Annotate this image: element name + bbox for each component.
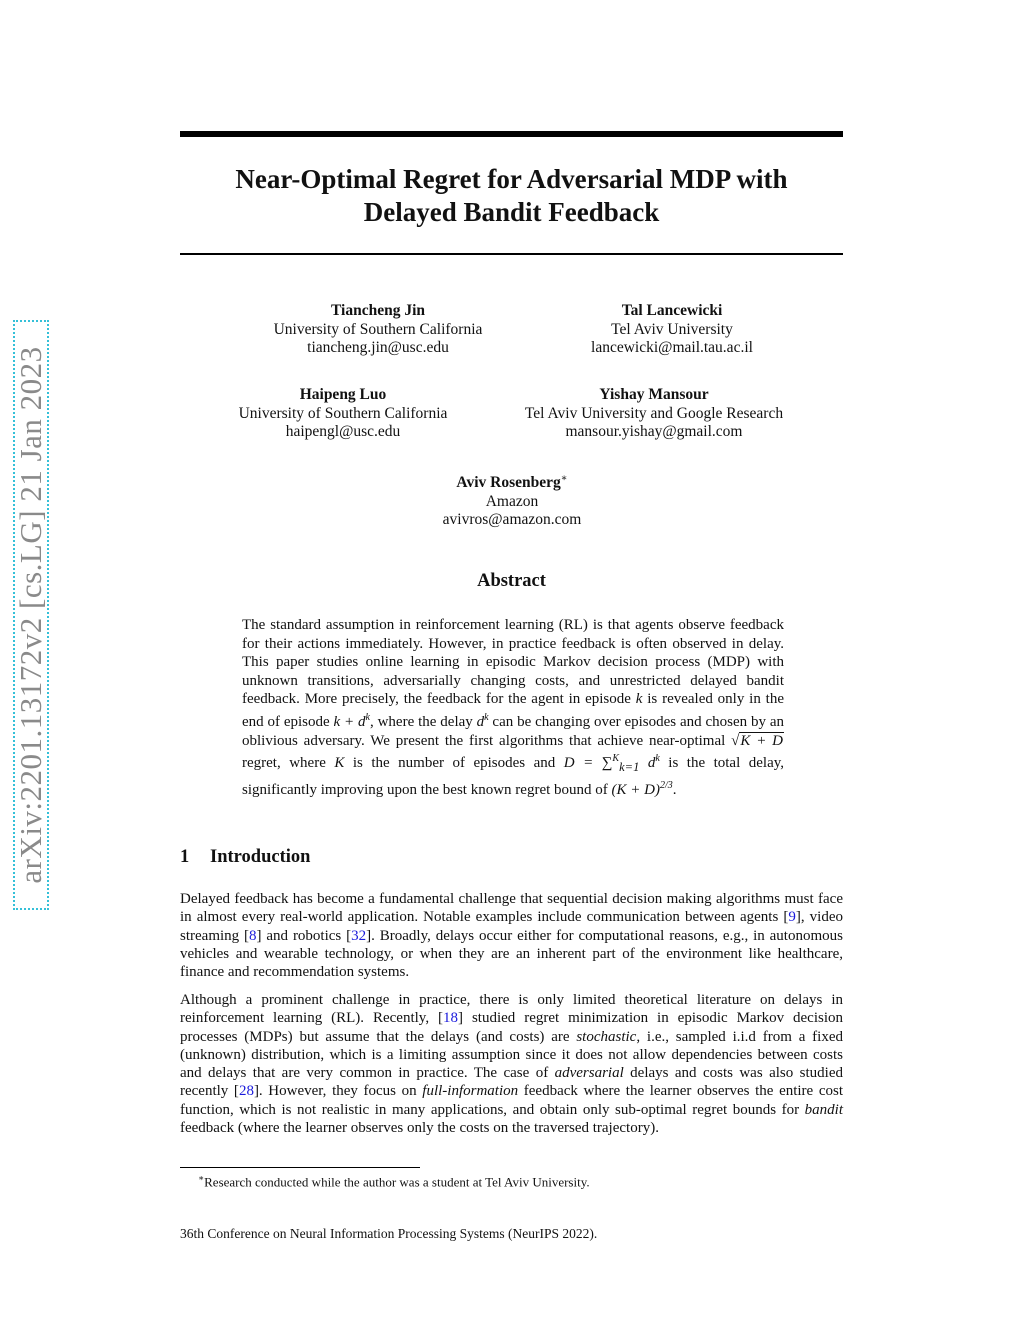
author-email: haipengl@usc.edu <box>285 423 401 440</box>
sqrt-expression: K + D <box>740 732 783 749</box>
conference-venue: 36th Conference on Neural Information Processing Systems (NeurIPS 2022). <box>180 1226 598 1241</box>
author-block <box>494 386 814 442</box>
citation-link[interactable]: 9 <box>788 909 796 926</box>
citation-link[interactable]: 28 <box>238 1083 254 1100</box>
title-top-rule <box>180 131 843 137</box>
citation-link[interactable]: 8 <box>249 927 257 944</box>
author-email: mansour.yishay@gmail.com <box>565 423 743 440</box>
footnote-rule <box>180 1167 420 1168</box>
author-affiliation: Tel Aviv University and Google Research <box>524 404 784 422</box>
author-email: tiancheng.jin@usc.edu <box>307 339 449 356</box>
citation-link[interactable]: 32 <box>351 927 367 944</box>
arxiv-identifier: arXiv:2201.13172v2 [cs.LG] 21 Jan 2023 <box>13 346 48 884</box>
author-name: Yishay Mansour <box>599 386 709 403</box>
author-block <box>362 470 662 530</box>
intro-paragraph: Although a prominent challenge in practice, there is only limited theoretical literature on delays in reinforcement learning (RL). Recently, [18] studied regret minimization in episodic Markov decision processes (MDPs) but assume that the delays (and costs) are stochastic, i.e., sampled i.i.d from a fixed (unknown) distribution, which is a limiting assumption since it does not allow dependencies between costs and delays that are very common in practice. The case of adversarial delays and costs was also studied recently [28]. However, they focus on full-information feedback where the learner observes the entire cost function, which is not realistic in many applications, and obtain only sub-optimal regret bounds for bandit feedback (where the learner observes only the costs on the traversed trajectory). <box>180 992 844 1137</box>
title-bottom-rule <box>180 253 843 255</box>
author-affiliation: Amazon <box>485 492 539 510</box>
abstract-body: The standard assumption in reinforcement learning (RL) is that agents observe feedback for their actions immediately. However, in practice feedback is often observed in delay. This paper studies online learning in episodic Markov decision process (MDP) with unknown transitions, adversarially changing costs, and unrestricted delayed bandit feedback. More precisely, the feedback for the agent in episode k is revealed only in the end of episode $k + d^k$, where the delay $d^k$ can be changing over episodes and chosen by an oblivious adversary. We present the first algorithms that achieve near-optimal √K + D regret, where K is the number of episodes and D = ∑$^K_{k=1}$ $d^k$ is the total delay, significantly improving upon the best known regret bound of $(K + D)^{2/3}$. <box>242 617 785 798</box>
author-email: lancewicki@mail.tau.ac.il <box>591 339 753 356</box>
author-affiliation: University of Southern California <box>238 404 448 422</box>
footnote-marker: ∗ <box>560 473 568 484</box>
section-heading: 1 Introduction <box>180 847 311 867</box>
paper-title: Near-Optimal Regret for Adversarial MDP with Delayed Bandit Feedback <box>235 164 788 227</box>
author-affiliation: Tel Aviv University <box>611 320 733 338</box>
author-name: Tiancheng Jin <box>330 302 426 319</box>
footnote: ∗Research conducted while the author was a student at Tel Aviv University. <box>198 1173 590 1190</box>
author-block <box>193 386 493 442</box>
author-block <box>228 302 528 358</box>
intro-paragraph: Delayed feedback has become a fundamental challenge that sequential decision making algorithms must face in almost every real-world application. Notable examples include communication between agents [9], video streaming [8] and robotics [32]. Broadly, delays occur either for computational reasons, e.g., in autonomous vehicles and wearable technology, or when they are an inherent part of the environment like healthcare, finance and recommendation systems. <box>180 891 843 981</box>
author-block <box>522 302 822 358</box>
author-name: Tal Lancewicki <box>621 302 723 319</box>
author-name: Aviv Rosenberg∗ <box>456 473 568 492</box>
arxiv-stamp <box>13 320 49 910</box>
author-name: Haipeng Luo <box>299 386 387 403</box>
citation-link[interactable]: 18 <box>443 1010 459 1027</box>
abstract-heading: Abstract <box>477 571 546 591</box>
author-email: avivros@amazon.com <box>442 511 582 529</box>
author-affiliation: University of Southern California <box>273 320 483 338</box>
